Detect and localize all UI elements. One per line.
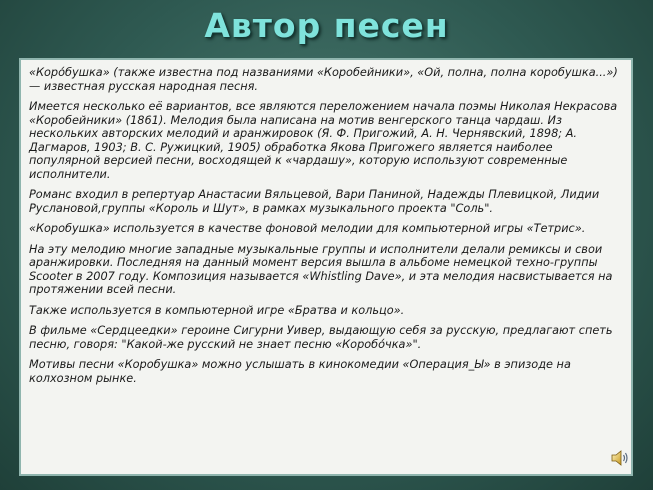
- text-panel: [19, 58, 633, 476]
- paragraph-variants: Имеется несколько её вариантов, все являются переложением начала поэмы Николая Некрасова «Коробейники» (1861). Мелодия была написана на мотив венгерского танца чардаш. Из нескольких авторских мелодий и аранжировок (Я. Ф. Пригожий, А. Н. Чернявский, 1898; А. Дагмаров, 1903; В. С. Ружицкий, 1905) обработка Якова Пригожего является наиболее популярной версией песни, восходящей к «чардашу», которую используют современные исполнители.: [29, 100, 618, 181]
- paragraph-remixes: На эту мелодию многие западные музыкальные группы и исполнители делали ремиксы и свои аранжировки. Последняя на данный момент версия вышла в альбоме немецкой техно-группы Scooter в 2007 году. Композиция называется «Whistling Dave», и эта мелодия насвистывается на протяжении всей песни.: [29, 242, 613, 296]
- paragraph-repertoire: Романс входил в репертуар Анастасии Вяльцевой, Вари Паниной, Надежды Плевицкой, Лидии Руслановой,группы «Король и Шут», в рамках музыкального проекта "Соль".: [29, 188, 600, 215]
- speaker-icon[interactable]: [609, 447, 631, 469]
- paragraph-tetris: «Коробушка» используется в качестве фоновой мелодии для компьютерной игры «Тетрис».: [29, 222, 586, 235]
- paragraph-game: Также используется в компьютерной игре «Братва и кольцо».: [29, 303, 405, 317]
- paragraph-film: В фильме «Сердцеедки» героине Сигурни Уивер, выдающую себя за русскую, предлагают спеть песню, говоря: "Какой-же русский не знает песню «Коробо́чка»".: [29, 324, 613, 351]
- slide-title: Автор песен: [204, 6, 449, 45]
- paragraph-comedy: Мотивы песни «Коробушка» можно услышать в кинокомедии «Операция_Ы» в эпизоде на колхозном рынке.: [29, 358, 571, 385]
- paragraph-intro: «Коро́бушка» (также известна под названиями «Коробейники», «Ой, полна, полна коробушка...») — известная русская народная песня.: [29, 66, 618, 93]
